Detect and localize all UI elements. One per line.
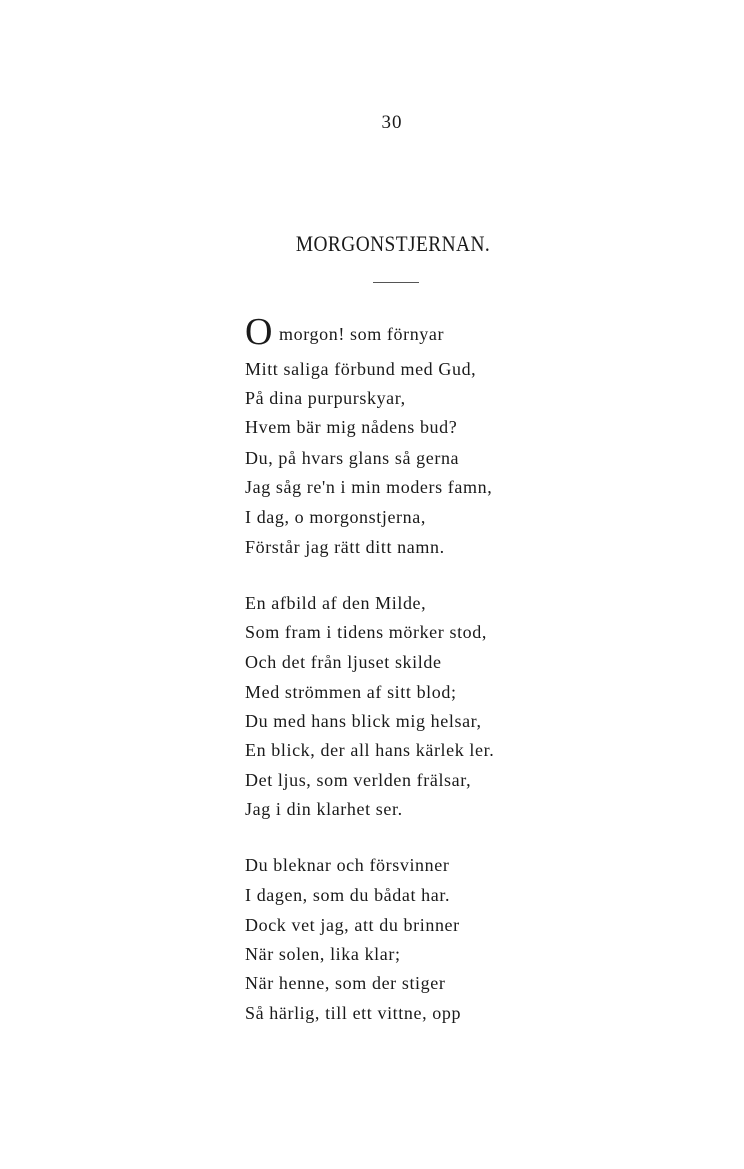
page-number: 30 [381, 112, 403, 133]
poem-line: Du, på hvars glans så gerna [245, 448, 460, 468]
poem-line: En blick, der all hans kärlek ler. [245, 740, 495, 760]
poem-line: Det ljus, som verlden frälsar, [245, 770, 472, 790]
poem-line: Jag i din klarhet ser. [245, 799, 403, 819]
poem-line: Förstår jag rätt ditt namn. [245, 537, 445, 557]
poem-line: Jag såg re'n i min moders famn, [245, 477, 493, 497]
poem-line: Du med hans blick mig helsar, [245, 711, 482, 731]
poem-line: Hvem bär mig nådens bud? [245, 417, 458, 437]
poem-line: Med strömmen af sitt blod; [245, 682, 457, 702]
poem-line: Och det från ljuset skilde [245, 652, 442, 672]
poem-line: När henne, som der stiger [245, 973, 446, 993]
poem-line [245, 313, 444, 351]
drop-cap: O [245, 311, 274, 353]
poem-line: I dagen, som du bådat har. [245, 885, 451, 905]
poem-title: MORGONSTJERNAN. [295, 231, 491, 256]
poem-line: Som fram i tidens mörker stod, [245, 622, 487, 642]
poem-line: En afbild af den Milde, [245, 593, 427, 613]
poem-line: I dag, o morgonstjerna, [245, 507, 426, 527]
poem-line: När solen, lika klar; [245, 944, 401, 964]
poem-line: Mitt saliga förbund med Gud, [245, 359, 477, 379]
poem-line-text: morgon! som förnyar [279, 324, 445, 344]
poem-line: Du bleknar och försvinner [245, 855, 450, 875]
poem-line: På dina purpurskyar, [245, 388, 406, 408]
title-rule [373, 282, 419, 283]
poem-line: Så härlig, till ett vittne, opp [245, 1003, 462, 1023]
poem-line: Dock vet jag, att du brinner [245, 915, 460, 935]
